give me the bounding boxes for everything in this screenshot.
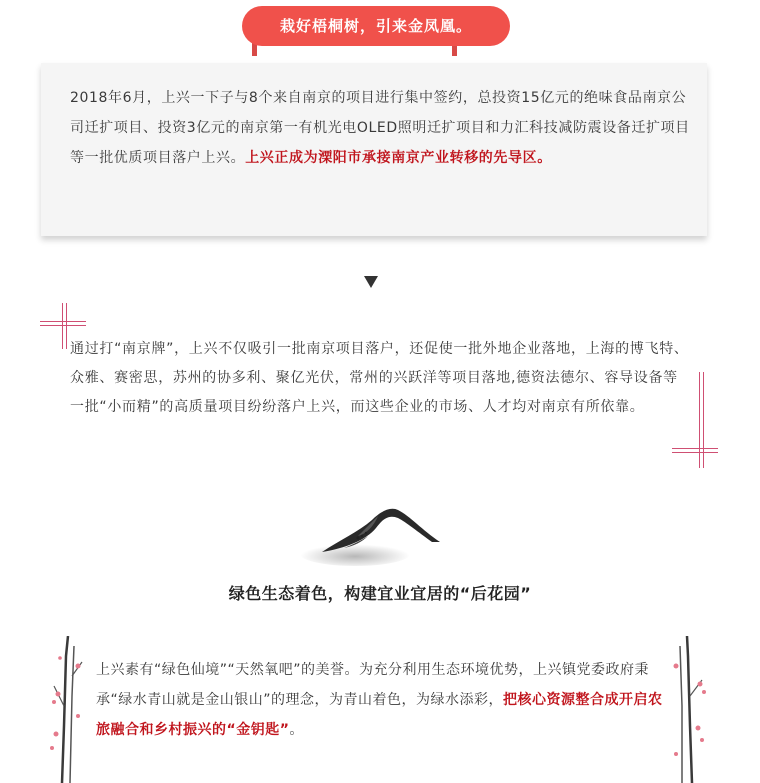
section-title-pill: 栽好梧桐树，引来金凤凰。: [242, 6, 510, 46]
intro-highlight: 上兴正成为溧阳市承接南京产业转移的先导区。: [245, 150, 552, 166]
section3-title: 绿色生态着色，构建宜业宜居的“后花园”: [228, 584, 532, 603]
frame-line-bottom-right-h2: [672, 452, 718, 453]
section2-paragraph: 通过打“南京牌”，上兴不仅吸引一批南京项目落户，还促使一批外地企业落地，上海的博飞特、众雅、赛密思，苏州的协多利、聚亿光伏，常州的兴跃洋等项目落地,德资法德尔、容导设备等一批“小而精”的高质量项目纷纷落户上兴，而这些企业的市场、人才均对南京有所依靠。: [70, 341, 689, 415]
intro-card: [41, 63, 707, 236]
frame-line-bottom-right-h1: [672, 448, 718, 449]
frame-line-top-left-h2: [40, 325, 86, 326]
frame-line-bottom-right-v1: [699, 372, 700, 468]
plum-branch-icon-left: [48, 636, 88, 783]
section3-text: 上兴素有“绿色仙境”“天然氧吧”的美誉。为充分利用生态环境优势，上兴镇党委政府秉承“绿水青山就是金山银山”的理念，为青山着色，为绿水添彩，: [96, 662, 650, 708]
intro-paragraph: [70, 83, 690, 173]
frame-line-top-left-v1: [62, 303, 63, 349]
section3-paragraph: [96, 655, 666, 745]
frame-line-top-left-h1: [40, 321, 86, 322]
plum-branch-icon-right: [670, 636, 710, 783]
down-triangle-icon: [364, 276, 378, 288]
frame-line-bottom-right-v2: [703, 372, 704, 468]
intro-text: 2018年6月，上兴一下子与8个来自南京的项目进行集中签约，总投资15亿元的绝味食品南京公司迁扩项目、投资3亿元的南京第一有机光电OLED照明迁扩项目和力汇科技减防震设备迁扩项目等一批优质项目落户上兴。: [70, 90, 690, 166]
section3-tail: 。: [289, 722, 304, 738]
ink-mountain-icon: [300, 496, 460, 566]
frame-line-top-left-v2: [66, 303, 67, 349]
section3-highlight: 把核心资源整合成开启农旅融合和乡村振兴的“金钥匙”: [96, 692, 663, 738]
